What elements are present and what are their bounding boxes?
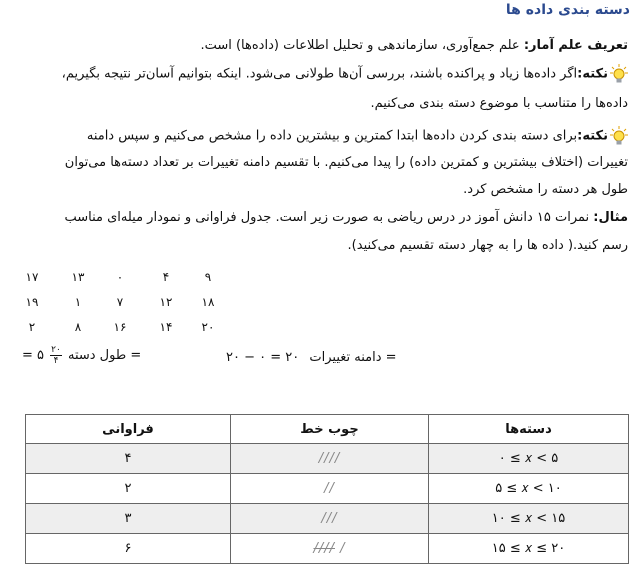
- tally-cell: ///: [231, 504, 429, 534]
- note2-line1: [10, 126, 628, 147]
- range-cell: ۰ ≤ 𝑥 < ۵: [429, 444, 629, 474]
- note2-label: نکته:: [577, 128, 608, 144]
- data-value: ۰: [116, 270, 124, 284]
- definition-label: تعریف علم آمار:: [523, 38, 628, 53]
- range-expression: ۲۰ − ۰ = ۲۰: [226, 350, 300, 365]
- frequency-cell: ۴: [26, 444, 231, 474]
- note1-text-2: داده‌ها را متناسب با موضوع دسته بندی می‌کنیم.: [370, 96, 628, 111]
- range-cell: ۵ ≤ 𝑥 < ۱۰: [429, 474, 629, 504]
- range-label: = دامنه تغییرات: [309, 350, 397, 365]
- lightbulb-icon: [610, 126, 628, 146]
- frequency-table: [25, 414, 629, 564]
- table-row: [26, 534, 629, 564]
- tally-cell: ////: [231, 444, 429, 474]
- header-frequency: فراوانی: [26, 415, 231, 444]
- data-value: ۱۹: [25, 295, 39, 309]
- data-value: ۱۲: [159, 295, 173, 309]
- table-row: [26, 474, 629, 504]
- range-cell: ۱۵ ≤ 𝑥 ≤ ۲۰: [429, 534, 629, 564]
- data-value: ۱۴: [159, 320, 173, 334]
- tally-extra: /: [340, 541, 346, 556]
- length-fraction: [50, 345, 62, 366]
- range-formula: [226, 350, 397, 365]
- length-result: = ۵: [22, 348, 45, 363]
- data-value: ۷: [116, 295, 124, 309]
- range-cell: ۱۰ ≤ 𝑥 < ۱۵: [429, 504, 629, 534]
- fraction-numerator: ۲۰: [51, 345, 61, 355]
- note1-label: نکته:: [577, 66, 608, 82]
- example-text-2: رسم کنید.( داده ها را به چهار دسته تقسیم می‌کنید).: [347, 238, 628, 253]
- header-tally: چوب خط: [231, 415, 429, 444]
- note2-text-2: تغییرات (اختلاف بیشترین و کمترین داده) را پیدا می‌کنیم. با تقسیم دامنه تغییرات بر تعداد دسته‌ها می‌توان: [64, 155, 628, 170]
- note2-text-3: طول هر دسته را مشخص کرد.: [463, 182, 628, 197]
- data-value: ۱۷: [25, 270, 39, 284]
- data-value: ۲: [28, 320, 36, 334]
- example-label: مثال:: [593, 210, 628, 225]
- table-row: [26, 504, 629, 534]
- example-text-1: نمرات ۱۵ دانش آموز در درس ریاضی به صورت زیر است. جدول فراوانی و نمودار میله‌ای مناسب: [64, 210, 590, 225]
- data-value: ۴: [162, 270, 170, 284]
- page-title: دسته بندی داده ها: [505, 2, 630, 18]
- note1-text-1: اگر داده‌ها زیاد و پراکنده باشند، بررسی آن‌ها طولانی می‌شود. اینکه بتوانیم آسان‌تر نتیجه بگیریم،: [61, 66, 578, 82]
- table-row: [26, 444, 629, 474]
- data-value: ۲۰: [201, 320, 215, 334]
- definition-paragraph: [10, 36, 628, 56]
- data-value: ۱۶: [113, 320, 127, 334]
- header-ranges: دسته‌ها: [429, 415, 629, 444]
- note1-line1: [10, 64, 628, 85]
- fraction-denominator: ۴: [53, 356, 59, 366]
- definition-text: علم جمع‌آوری، سازماندهی و تحلیل اطلاعات (داده‌ها) است.: [200, 38, 520, 53]
- tally-cell: [231, 534, 429, 564]
- frequency-cell: ۶: [26, 534, 231, 564]
- example-line1: [10, 208, 628, 228]
- lightbulb-icon: [610, 64, 628, 84]
- data-value: ۸: [74, 320, 82, 334]
- frequency-cell: ۳: [26, 504, 231, 534]
- data-value: ۱۳: [71, 270, 85, 284]
- length-formula: [22, 345, 141, 366]
- data-value: ۱۸: [201, 295, 215, 309]
- data-grid: [20, 270, 220, 334]
- data-value: ۱: [74, 295, 82, 309]
- length-label: = طول دسته: [67, 348, 142, 363]
- tally-cell: //: [231, 474, 429, 504]
- data-value: ۹: [204, 270, 212, 284]
- tally-group: ////: [313, 541, 335, 556]
- frequency-cell: ۲: [26, 474, 231, 504]
- note2-text-1: برای دسته بندی کردن داده‌ها ابتدا کمترین و بیشترین داده را مشخص می‌کنیم و سپس دامنه: [86, 128, 578, 144]
